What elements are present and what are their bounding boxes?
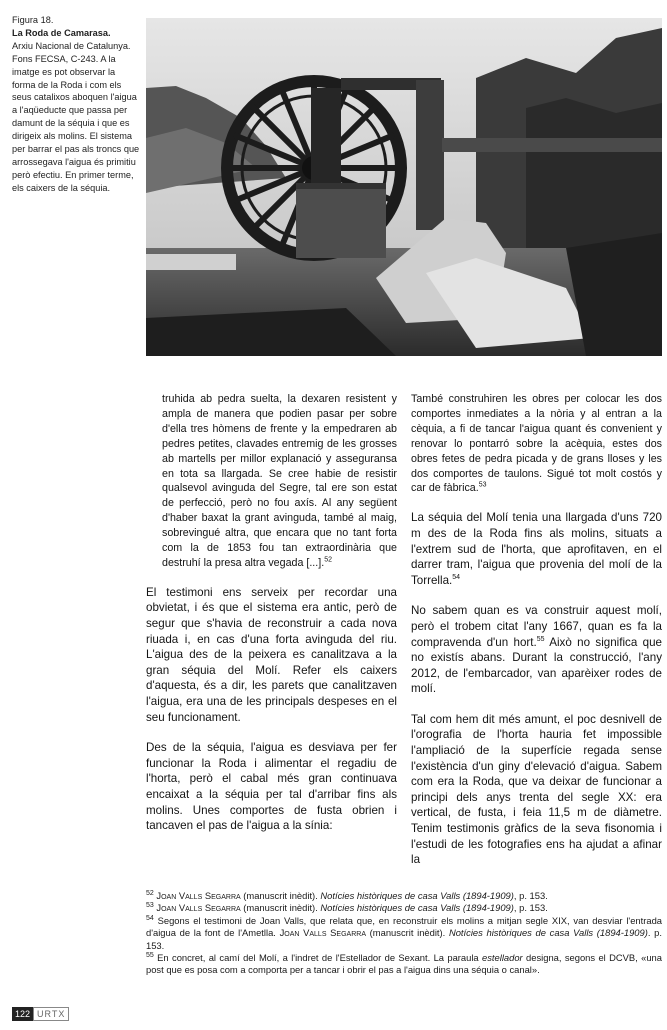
footnote-number: 52 [146, 889, 154, 897]
footnote-number: 55 [146, 951, 154, 959]
footnote-title: Notícies històriques de casa Valls (1894-1909) [320, 890, 514, 901]
quote-text: També construhiren les obres per colocar les dos comportes inmediates a la nòria y al entran a la cèquia, a fi de tancar l'aigua quant és convenient y renovar lo pontarró sobre la acèquia, estes dos obres fetes de pedra picada y de grans lloses y les dos comportes de taulons. Sigué tot molt costós y car de fàbrica. [411, 393, 662, 495]
footnote [146, 890, 662, 902]
paragraph [411, 603, 662, 697]
footnote-number: 54 [146, 914, 154, 922]
magazine-name: URTX [33, 1007, 69, 1021]
footnote-ref: 55 [536, 635, 545, 643]
figure-label: Figura 18. [12, 15, 54, 25]
paragraph: El testimoni ens serveix per recordar una obvietat, i és que el sistema era antic, però de segur que s'havia de reconstruir a cada nova riuada i, en cas d'una forta avinguda del riu. L'aigua des de la peixera es canalitzava a la gran séquia del Molí. Refer els caixers d'aquesta, és a dir, les parets que canalitzaven l'aigua, era una de les principals despeses en el seu funcionament. [146, 585, 397, 724]
footnote-text: (manuscrit inèdit). [240, 890, 321, 901]
footnote-ref: 54 [452, 573, 461, 581]
waterwheel-illustration [146, 18, 662, 356]
footnote-text: . p. 153. [146, 927, 662, 951]
paragraph: Des de la séquia, l'aigua es desviava per fer funcionar la Roda i alimentar el regadiu de l'horta, però el cabal més gran continuava encaixat a la séquia per tal d'arribar fins als molins. Unes comportes de fusta obrien i tancaven el pas de l'aigua a la sínia: [146, 741, 397, 833]
figure-text: Arxiu Nacional de Catalunya. Fons FECSA, C-243. A la imatge es pot observar la forma de la Roda i com els seus catalixos aboquen l'aigua a l'aqüeducte que passa per damunt de la séquia i que es dirigeix als molins. El sistema per barrar el pas als troncs que arrossegava l'aigua és primitiu però efectiu. En primer terme, els caixers de la séquia. [12, 40, 140, 193]
footnote-author: Joan Valls Segarra [156, 890, 241, 901]
footnote-text: , p. 153. [513, 902, 548, 914]
footnote-text: designa, segons el DCVB, «una post que es posa com a comporta per a tancar i obrir el pas a l'aigua dins una séquia o canal». [146, 952, 662, 976]
quote-block [146, 392, 397, 571]
right-column [411, 392, 662, 883]
footnote [146, 915, 662, 952]
footnote-title: Notícies històriques de casa Valls (1894-1909) [320, 902, 514, 914]
footnote-text: (manuscrit inèdit). [240, 902, 321, 914]
footnote [146, 902, 662, 914]
footnote-term: estellador [482, 952, 523, 964]
footnote-ref: 52 [324, 556, 332, 564]
footnotes [146, 890, 662, 977]
paragraph [411, 510, 662, 588]
waterwheel-photo [146, 18, 662, 356]
quote-block [411, 392, 662, 496]
paragraph: Tal com hem dit més amunt, el poc desnivell de l'orografia de l'horta hauria fet impossible l'ampliació de la superfície regada sense l'existència d'un giny d'elevació d'aigua. Sabem com era la Roda, que va deixar de funcionar a principi dels anys trenta del segle XX: era vertical, de fusta, i feia 11,5 m de diàmetre. Tenim testimonis gràfics de la seva fisonomia i l'estudi de les fotografies ens ha ajudat a afinar la [411, 712, 662, 867]
footnote-author: Joan Valls Segarra [279, 927, 366, 939]
footnote [146, 952, 662, 977]
footnote-text: (manuscrit inèdit). [366, 927, 449, 939]
footnote-text: En concret, al camí del Molí, a l'indret de l'Estellador de Sexant. La paraula [157, 952, 483, 964]
quote-text: truhida ab pedra suelta, la dexaren resistent y ampla de manera que podien pasar per sobre d'ella tres hòmens de frente y la empedraren ab pedres petites, clavades entremig de les grosses ab martells per millor explanació y asseguransa en tota sa llargada. Se cree habie de resistir qualsevol avinguda del Segre, tal ere son estat de perfecció, però no fou axís. Al any següent d'haber baxat la grant avinguda, també al maig, sobrevingué altra, que encara que no tant forta com la de 1853 fou tan extraordinària que destruhí la presa altra vegada [...]. [162, 393, 397, 569]
page-folio [12, 1007, 69, 1021]
footnote-number: 53 [146, 902, 154, 910]
paragraph-text: La séquia del Molí tenia una llargada d'uns 720 m des de la Roda fins als molins, situats a l'extrem sud de l'horta, que aprofitaven, en el darrer tram, l'aigua que provenia del molí de la Torrella. [411, 511, 662, 587]
footnote-ref: 53 [478, 481, 487, 489]
footnote-text: , p. 153. [513, 890, 548, 901]
left-column [146, 392, 397, 849]
page-number: 122 [12, 1007, 33, 1021]
figure-title: La Roda de Camarasa. [12, 27, 111, 38]
paragraph-text: Això no significa que no existís abans. Durant la construcció, l'any 2012, de l'embarcador, van aparèixer rodes de molí. [411, 635, 662, 696]
paragraph-text: No sabem quan es va construir aquest molí, però el trobem citat l'any 1667, quan es fa la compravenda d'un hort. [411, 604, 662, 649]
figure-caption [12, 14, 140, 195]
footnote-author: Joan Valls Segarra [156, 902, 241, 914]
footnote-title: Notícies històriques de casa Valls (1894-1909) [448, 927, 648, 939]
footnote-text: Segons el testimoni de Joan Valls, que relata que, en reconstruir els molins a mitjan segle XIX, van desviar l'entrada d'aigua de la font de l'Ametlla. [146, 914, 663, 939]
